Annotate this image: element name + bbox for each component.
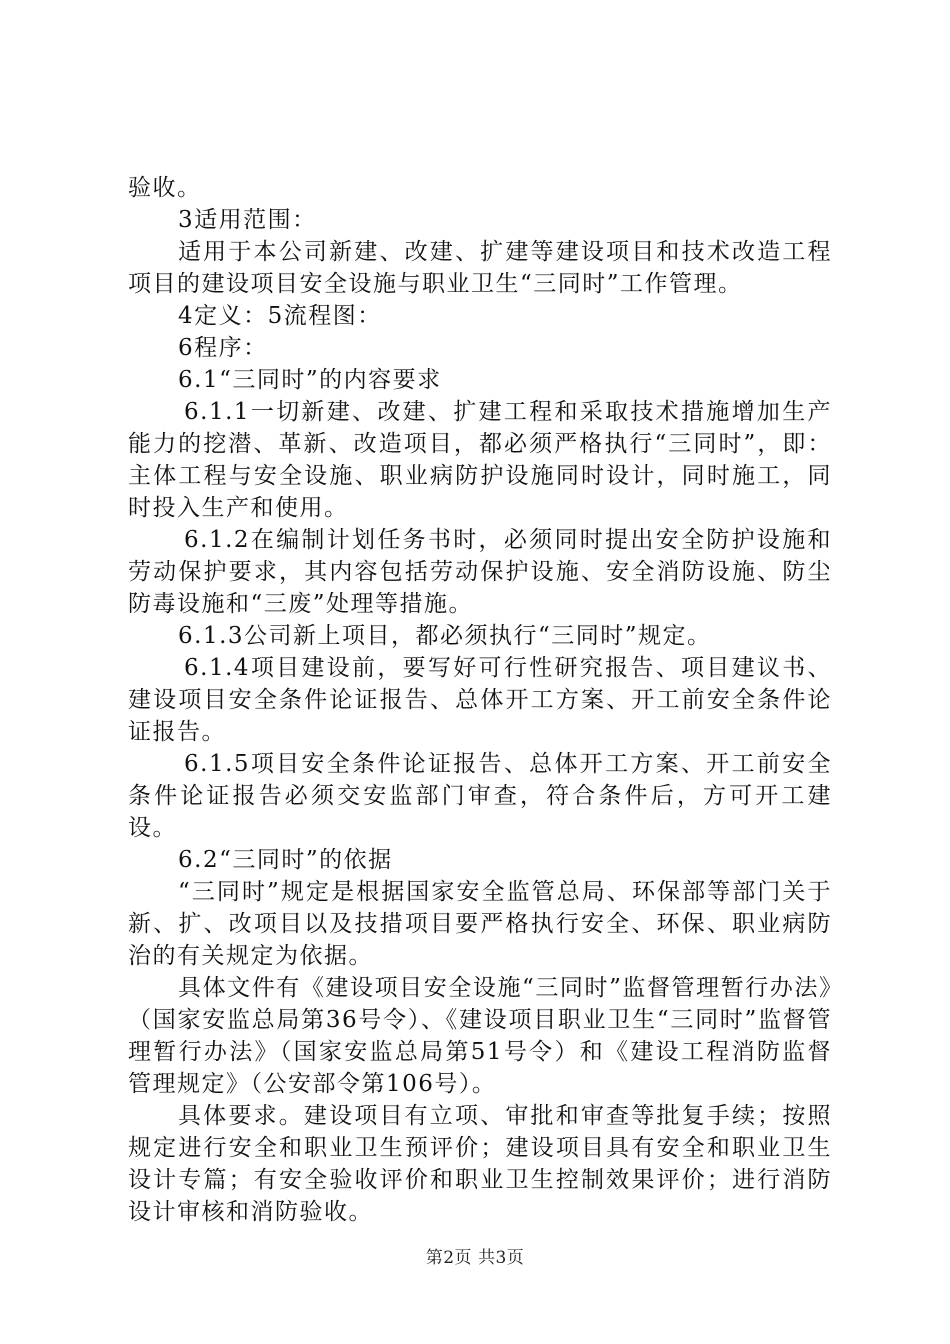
heading-scope: 3适用范围：	[178, 207, 317, 233]
clause-6-1-3: 6.1.3公司新上项目，都必须执行“三同时”规定。	[178, 623, 712, 649]
heading-basis: 6.2“三同时”的依据	[178, 847, 393, 873]
clause-6-1-5: 6.1.5项目安全条件论证报告、总体开工方案、开工前安全条件论证报告必须交安监部门审查，符合条件后，方可开工建设。	[128, 751, 832, 841]
clause-6-1-4: 6.1.4项目建设前，要写好可行性研究报告、项目建议书、建设项目安全条件论证报告、总体开工方案、开工前安全条件论证报告。	[128, 655, 832, 745]
page-number-footer: 第2页 共3页	[425, 1248, 525, 1268]
paragraph-basis: “三同时”规定是根据国家安全监管总局、环保部等部门关于新、扩、改项目以及技措项目要严格执行安全、环保、职业病防治的有关规定为依据。	[128, 879, 832, 969]
paragraph-scope: 适用于本公司新建、改建、扩建等建设项目和技术改造工程项目的建设项目安全设施与职业卫生“三同时”工作管理。	[128, 239, 832, 297]
heading-definition-flowchart: 4定义：5流程图：	[178, 303, 382, 329]
paragraph-specific-requirements: 具体要求。建设项目有立项、审批和审查等批复手续；按照规定进行安全和职业卫生预评价；建设项目具有安全和职业卫生设计专篇；有安全验收评价和职业卫生控制效果评价；进行消防设计审核和消防验收。	[128, 1103, 832, 1225]
clause-6-1-2: 6.1.2在编制计划任务书时，必须同时提出安全防护设施和劳动保护要求，其内容包括劳动保护设施、安全消防设施、防尘防毒设施和“三废”处理等措施。	[128, 527, 832, 617]
document-body	[128, 172, 832, 1228]
paragraph-acceptance-end: 验收。	[128, 175, 202, 201]
heading-content-requirements: 6.1“三同时”的内容要求	[178, 367, 442, 393]
paragraph-documents: 具体文件有《建设项目安全设施“三同时”监督管理暂行办法》（国家安监总局第36号令）、《建设项目职业卫生“三同时”监督管理暂行办法》（国家安监总局第51号令）和《建设工程消防监督管理规定》（公安部令第106号）。	[128, 975, 832, 1097]
clause-6-1-1: 6.1.1一切新建、改建、扩建工程和采取技术措施增加生产能力的挖潜、革新、改造项目，都必须严格执行“三同时”，即：主体工程与安全设施、职业病防护设施同时设计，同时施工，同时投入生产和使用。	[128, 399, 832, 521]
heading-procedure: 6程序：	[178, 335, 268, 361]
